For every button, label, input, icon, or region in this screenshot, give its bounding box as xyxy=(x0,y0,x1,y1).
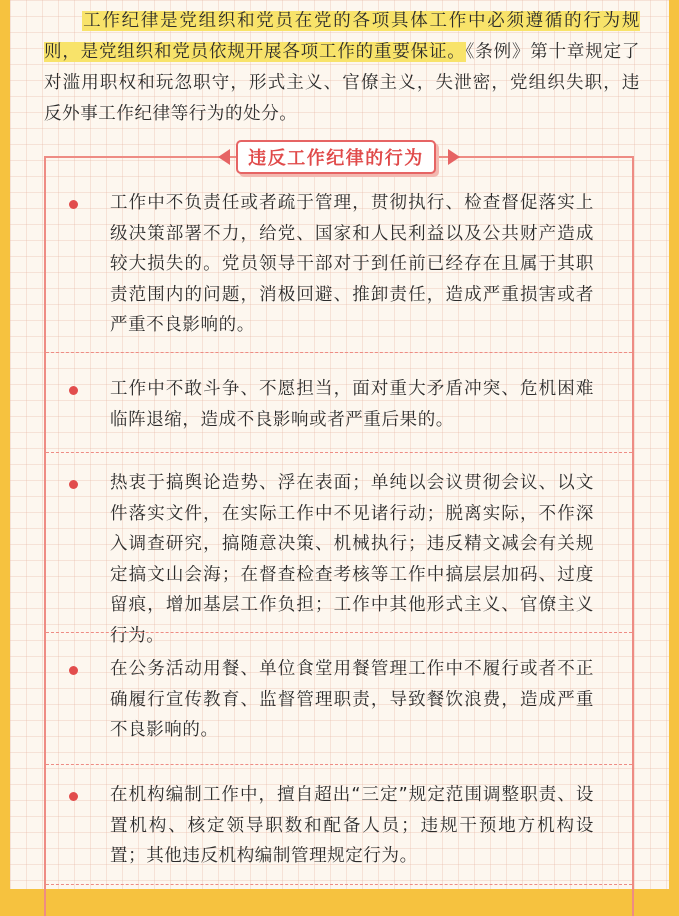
section-title: 违反工作纪律的行为 xyxy=(248,148,424,169)
intro-rest: 《条例》第十章规定了对滥用职权和玩忽职守，形式主义、官僚主义，失泄密，党组织失职，违反外事工作纪律等行为的处分。 xyxy=(44,42,640,124)
section-title-bar xyxy=(0,140,679,174)
intro-paragraph xyxy=(44,6,640,130)
dashed-divider xyxy=(46,352,632,353)
section-title-box xyxy=(236,140,436,174)
list-item xyxy=(44,780,634,872)
dashed-divider xyxy=(46,764,632,765)
list-item-text: 在公务活动用餐、单位食堂用餐管理工作中不履行或者不正确履行宣传教育、监督管理职责，导致餐饮浪费，造成严重不良影响的。 xyxy=(110,659,594,740)
list-item xyxy=(44,654,634,746)
bullet-icon xyxy=(69,200,78,209)
list-item-text: 在机构编制工作中，擅自超出“三定”规定范围调整职责、设置机构、核定领导职数和配备人员；违规干预地方机构设置；其他违反机构编制管理规定行为。 xyxy=(110,785,594,866)
right-arrow-icon xyxy=(448,149,460,165)
dashed-divider xyxy=(46,452,632,453)
list-item xyxy=(44,374,634,435)
intro-highlight: 工作纪律是党组织和党员在党的各项具体工作中必须遵循的行为规则，是党组织和党员依规开展各项工作的重要保证。 xyxy=(44,11,640,62)
dashed-divider xyxy=(46,884,632,885)
dashed-divider xyxy=(46,632,632,633)
bullet-icon xyxy=(69,480,78,489)
list-item xyxy=(44,188,634,341)
bullet-icon xyxy=(69,386,78,395)
list-item-text: 工作中不敢斗争、不愿担当，面对重大矛盾冲突、危机困难临阵退缩，造成不良影响或者严重后果的。 xyxy=(110,379,594,430)
bullet-icon xyxy=(69,666,78,675)
list-item xyxy=(44,468,634,651)
list-item-text: 工作中不负责任或者疏于管理，贯彻执行、检查督促落实上级决策部署不力，给党、国家和人民利益以及公共财产造成较大损失的。党员领导干部对于到任前已经存在且属于其职责范围内的问题，消极回避、推卸责任，造成严重损害或者严重不良影响的。 xyxy=(110,193,594,335)
bullet-icon xyxy=(69,792,78,801)
left-arrow-icon xyxy=(218,149,230,165)
list-item-text: 热衷于搞舆论造势、浮在表面；单纯以会议贯彻会议、以文件落实文件，在实际工作中不见诸行动；脱离实际，不作深入调查研究，搞随意决策、机械执行；违反精文减会有关规定搞文山会海；在督查检查考核等工作中搞层层加码、过度留痕，增加基层工作负担；工作中其他形式主义、官僚主义行为。 xyxy=(110,473,594,646)
